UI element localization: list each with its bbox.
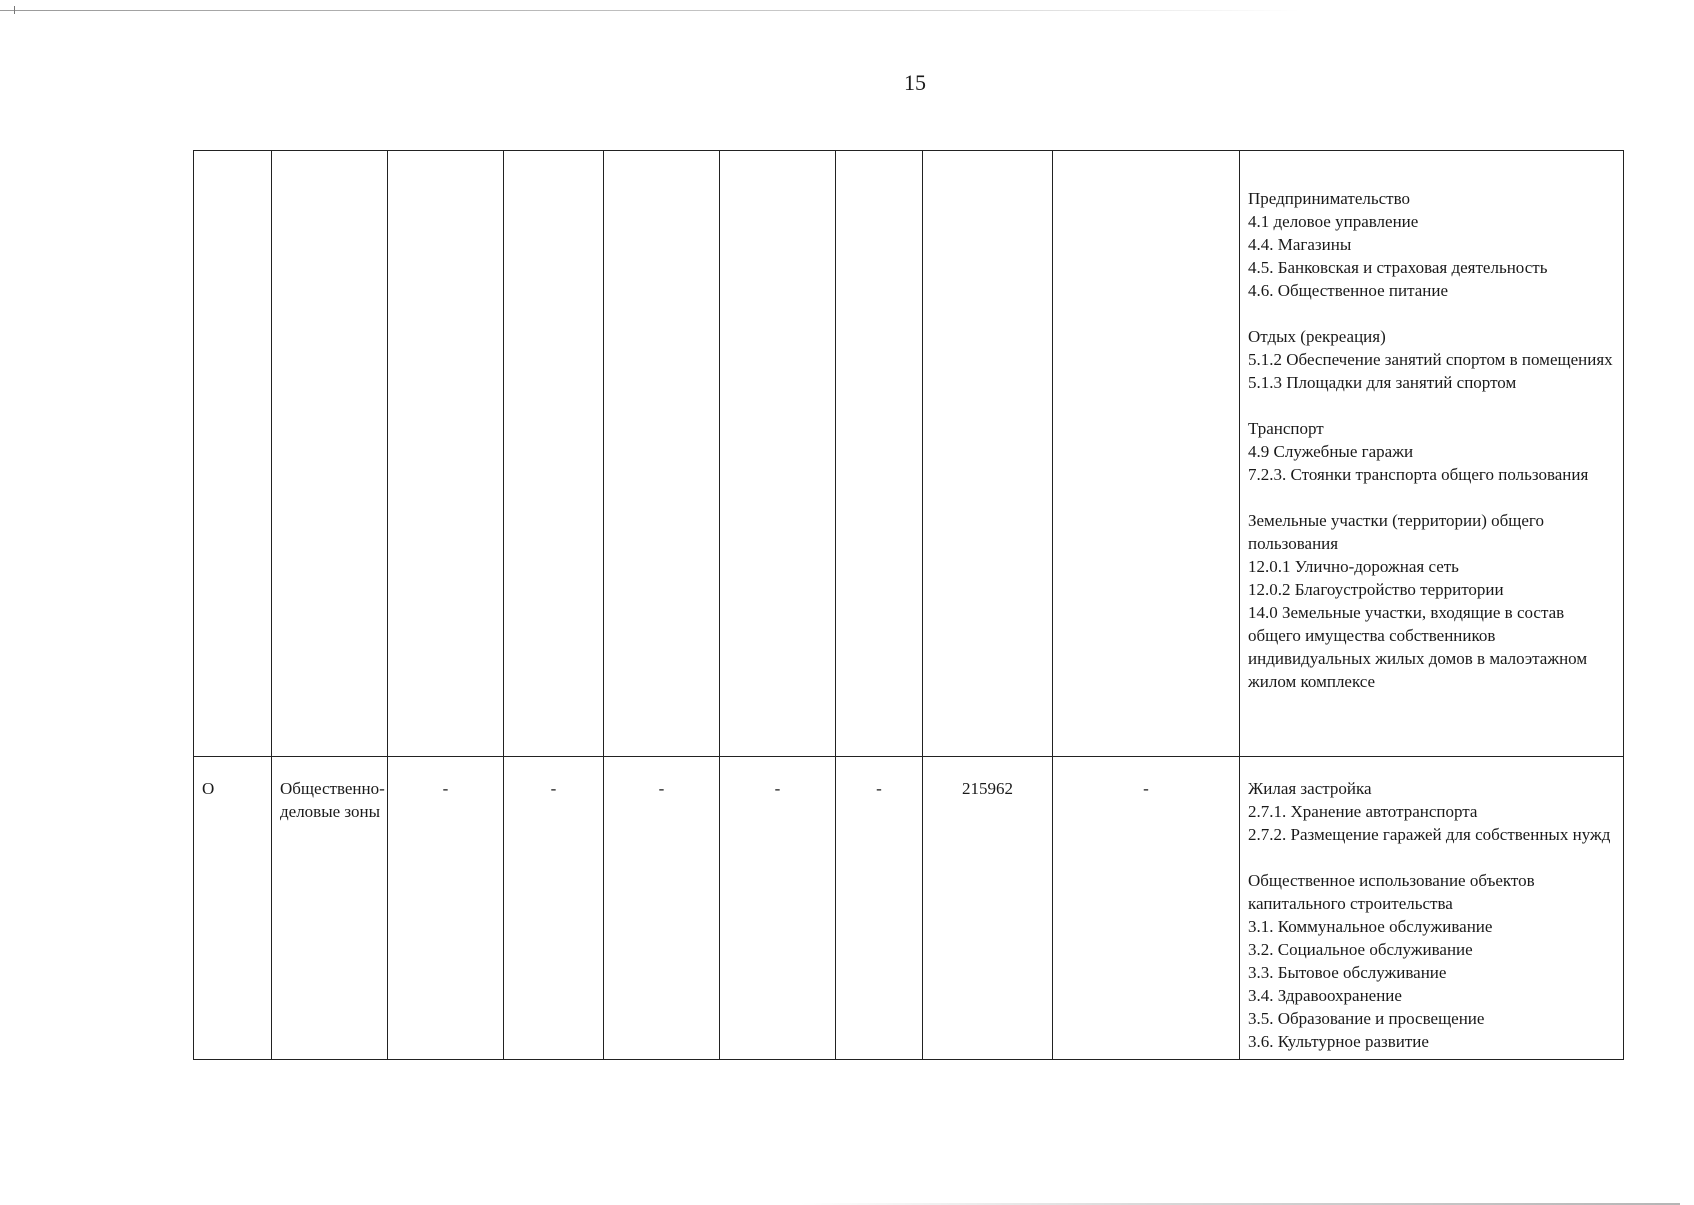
use-group-public-use (1248, 869, 1617, 1053)
use-item: 12.0.1 Улично-дорожная сеть (1248, 557, 1459, 576)
column-5-value: - (604, 757, 720, 1060)
use-item: 3.2. Социальное обслуживание (1248, 940, 1473, 959)
column-9-cell-empty (1053, 151, 1240, 757)
use-item: 3.1. Коммунальное обслуживание (1248, 917, 1493, 936)
use-group-residential (1248, 777, 1617, 846)
scan-edge-line (0, 10, 1300, 11)
column-8-value: 215962 (923, 757, 1053, 1060)
use-item: 14.0 Земельные участки, входящие в состав общего имущества собственников индивидуальных жилых домов в малоэтажном жилом комплексе (1248, 603, 1588, 691)
use-item: 2.7.1. Хранение автотранспорта (1248, 802, 1478, 821)
zone-code-cell: О (194, 757, 272, 1060)
column-7-cell-empty (836, 151, 923, 757)
table-row-continued (194, 151, 1624, 757)
use-item: 4.5. Банковская и страховая деятельность (1248, 258, 1548, 277)
use-group-title: Земельные участки (территории) общего пользования (1248, 511, 1544, 553)
column-4-value: - (504, 757, 604, 1060)
name-cell-empty (272, 151, 388, 757)
use-group-recreation (1248, 325, 1617, 394)
use-item: 3.4. Здравоохранение (1248, 986, 1402, 1005)
use-group-title: Общественное использование объектов капитального строительства (1248, 871, 1535, 913)
use-group-title: Отдых (рекреация) (1248, 327, 1386, 346)
use-item: 5.1.2 Обеспечение занятий спортом в помещениях (1248, 350, 1613, 369)
scan-edge-mark (14, 6, 15, 14)
use-item: 4.9 Служебные гаражи (1248, 442, 1414, 461)
use-item: 3.5. Образование и просвещение (1248, 1009, 1485, 1028)
use-group-public-land (1248, 509, 1617, 693)
column-4-cell-empty (504, 151, 604, 757)
permitted-uses-cell (1240, 757, 1624, 1060)
zone-name-cell: Общественно-деловые зоны (272, 757, 388, 1060)
use-item: 3.3. Бытовое обслуживание (1248, 963, 1447, 982)
use-item: 12.0.2 Благоустройство территории (1248, 580, 1504, 599)
zoning-table (193, 150, 1624, 1060)
use-group-title: Жилая застройка (1248, 779, 1372, 798)
code-cell-empty (194, 151, 272, 757)
use-item: 7.2.3. Стоянки транспорта общего пользования (1248, 465, 1589, 484)
use-group-entrepreneurship (1248, 187, 1617, 302)
column-8-cell-empty (923, 151, 1053, 757)
permitted-uses-cell (1240, 151, 1624, 757)
column-5-cell-empty (604, 151, 720, 757)
column-6-value: - (720, 757, 836, 1060)
use-item: 4.1 деловое управление (1248, 212, 1419, 231)
use-group-title: Транспорт (1248, 419, 1324, 438)
use-group-title: Предпринимательство (1248, 189, 1410, 208)
use-item: 3.6. Культурное развитие (1248, 1032, 1429, 1051)
use-item: 2.7.2. Размещение гаражей для собственных нужд (1248, 825, 1611, 844)
use-item: 4.6. Общественное питание (1248, 281, 1448, 300)
use-item: 4.4. Магазины (1248, 235, 1352, 254)
column-7-value: - (836, 757, 923, 1060)
column-3-cell-empty (388, 151, 504, 757)
column-6-cell-empty (720, 151, 836, 757)
column-9-value: - (1053, 757, 1240, 1060)
page-number: 15 (904, 70, 926, 95)
use-group-transport (1248, 417, 1617, 486)
use-item: 5.1.3 Площадки для занятий спортом (1248, 373, 1517, 392)
table-row-zone-o (194, 757, 1624, 1060)
column-3-value: - (388, 757, 504, 1060)
